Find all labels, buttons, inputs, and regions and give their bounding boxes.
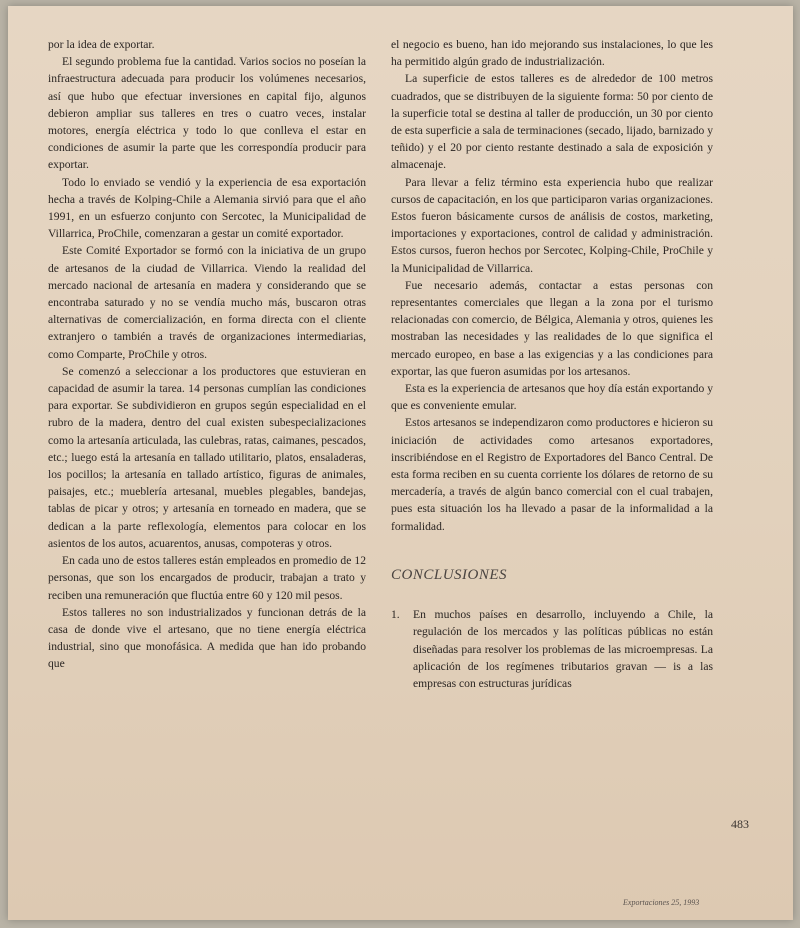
paragraph: Todo lo enviado se vendió y la experiencia de esa exportación hecha a través de Kolping-Chile a Alemania sirvió para que el año 1991, en un esfuerzo conjunto con Sercotec, la Municipalidad de Villarrica, ProChile, comenzaran a gestar un comité exportador.: [48, 175, 366, 241]
right-column: [391, 36, 713, 692]
paragraph: el negocio es bueno, han ido mejorando sus instalaciones, lo que les ha permitido algún grado de industrialización.: [391, 38, 713, 69]
left-column: [48, 36, 366, 673]
conclusion-item: [391, 606, 713, 692]
page-number: 483: [731, 817, 749, 831]
paragraph: Fue necesario además, contactar a estas personas con representantes comerciales que llegan a la zona por el turismo relacionadas con comercio, de Bélgica, Alemania y otros, quienes les mostraban las necesidades y las realidades de lo que significa el mercado europeo, en base a las exigencias y a las condiciones para exportar, las que fueron asumidas por los artesanos.: [391, 278, 713, 378]
paragraph: Esta es la experiencia de artesanos que hoy día están exportando y que es conveniente emular.: [391, 382, 713, 413]
paragraph: El segundo problema fue la cantidad. Varios socios no poseían la infraestructura adecuada para producir los volúmenes necesarios, así que hubo que efectuar inversiones en capital fijo, algunos debieron ampliar sus talleres en tres o cuatro veces, instalar motores, energía eléctrica y todo lo que conlleva el estar en condiciones de asumir la parte que les correspondía producir para exportar.: [48, 55, 366, 172]
paragraph: Para llevar a feliz término esta experiencia hubo que realizar cursos de capacitación, en los que participaron varias organizaciones. Estos fueron básicamente cursos de análisis de costos, marketing, importaciones y exportaciones, control de calidad y administración. Estos cursos, fueron hechos por Sercotec, Kolping-Chile, ProChile y la Municipalidad de Villarrica.: [391, 175, 713, 275]
paragraph: por la idea de exportar.: [48, 38, 155, 51]
paragraph: Estos artesanos se independizaron como productores e hicieron su iniciación de actividades como artesanos exportadores, inscribiéndose en el Registro de Exportadores del Banco Central. De esta forma reciben en su cuenta corriente los dólares de retorno de su mercadería, a través de algún banco comercial con el cual trabajen, pues esta situación los ha llevado a pasar de la informalidad a la formalidad.: [391, 416, 713, 533]
footer-text: Exportaciones 25, 1993: [623, 898, 700, 907]
paragraph: Este Comité Exportador se formó con la iniciativa de un grupo de artesanos de la ciudad de Villarrica. Viendo la realidad del mercado nacional de artesanía en madera y considerando que se encontraba saturado y no se vendía mucho más, buscaron otras alternativas de comercialización, en forma directa con el cliente extranjero o también a través de organizaciones intermediarias, como Comparte, ProChile y otros.: [48, 244, 366, 361]
document-page: [8, 6, 793, 920]
item-number: 1.: [391, 608, 400, 622]
paragraph: La superficie de estos talleres es de alrededor de 100 metros cuadrados, que se distribuyen de la siguiente forma: 50 por ciento de la superficie total se destina al taller de producción, un 30 por ciento de esta superficie a sala de terminaciones (secado, lijado, barnizado y teñido) y el 20 por ciento restante destinado a sala de exposición y almacenaje.: [391, 72, 713, 172]
item-text: En muchos países en desarrollo, incluyendo a Chile, la regulación de los mercados y las políticas públicas no están diseñadas para resolver los problemas de las microempresas. La aplicación de los regímenes tributarios gravan — is a las empresas con estructuras jurídicas: [413, 608, 713, 690]
section-title: CONCLUSIONES: [391, 566, 508, 583]
paragraph: Estos talleres no son industrializados y funcionan detrás de la casa de donde vive el artesano, que no tiene energía eléctrica industrial, sino que monofásica. A medida que han ido probando que: [48, 605, 366, 671]
paragraph: Se comenzó a seleccionar a los productores que estuvieran en capacidad de asumir la tarea. 14 personas cumplían las condiciones para exportar. Se subdividieron en grupos según especialidad en el rubro de la madera, dentro del cual existen subespecializaciones como la artesanía articulada, las culebras, ratas, caimanes, pescados, etc.; luego está la artesanía en tallado utilitario, platos, ensaladeras, los pocillos; la artesanía en tallado artístico, figuras de animales, paisajes, etc.; mueblería artesanal, muebles plegables, bandejas, tablas de picar y otros; y artesanía en torneado en madera, que se dedican a la parte reflexología, elementos para colocar en los asientos de los autos, acuarentos, anusas, compoteras y otros.: [48, 364, 366, 550]
paragraph: En cada uno de estos talleres están empleados en promedio de 12 personas, que son los encargados de producir, trabajan a trato y reciben una remuneración que fluctúa entre 60 y 120 mil pesos.: [48, 554, 366, 602]
